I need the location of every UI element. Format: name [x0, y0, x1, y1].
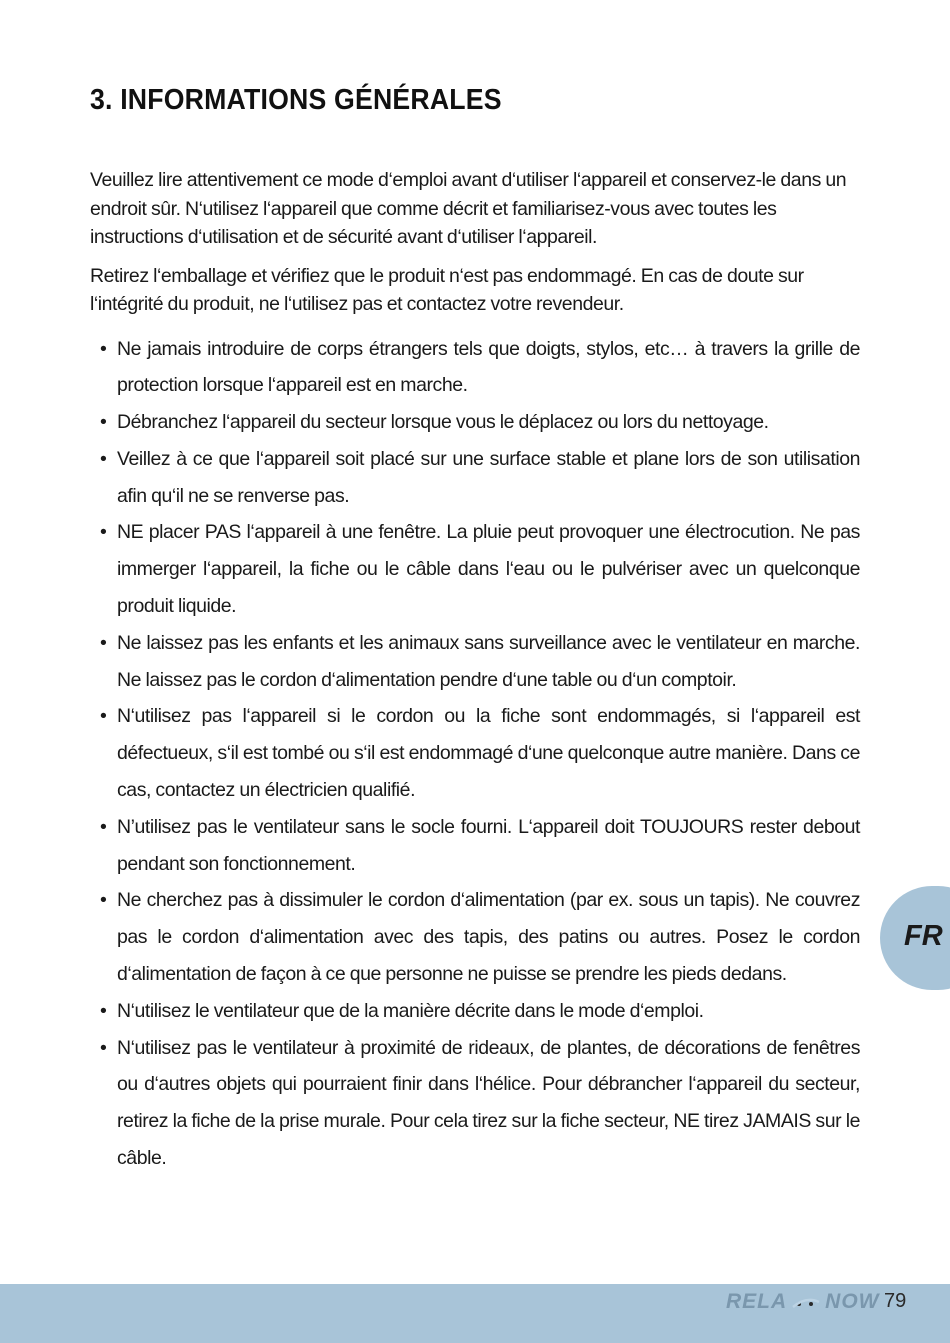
list-item — [90, 441, 860, 515]
list-item — [90, 698, 860, 808]
list-item — [90, 331, 860, 405]
list-item — [90, 514, 860, 624]
language-tab-label: FR — [904, 920, 943, 952]
list-item-text: N‘utilisez le ventilateur que de la manière décrite dans le mode d‘emploi. — [117, 999, 704, 1022]
list-item — [90, 809, 860, 883]
bullet-icon: • — [100, 999, 107, 1022]
list-item — [90, 625, 860, 699]
document-body — [90, 166, 860, 1177]
intro-paragraph: Retirez l‘emballage et vérifiez que le produit n‘est pas endommagé. En cas de doute sur l‘intégrité du produit, ne l‘utilisez pas et contactez votre revendeur. — [90, 264, 804, 315]
intro-paragraph: Veuillez lire attentivement ce mode d‘emploi avant d‘utiliser l‘appareil et conservez-le dans un endroit sûr. N‘utilisez l‘appareil que comme décrit et familiarisez-vous avec toutes les instructions d‘utilisation et de sécurité avant d‘utiliser l‘appareil. — [90, 169, 847, 248]
list-item — [90, 404, 860, 441]
bullet-icon: • — [100, 521, 107, 544]
list-item-text: N‘utilisez pas le ventilateur à proximité de rideaux, de plantes, de décorations de fenêtres ou d‘autres objets qui pourraient finir dans l‘hélice. Pour débrancher l‘appareil du secteur, retirez la fiche de la prise murale. Pour cela tirez sur la fiche secteur, NE tirez JAMAIS sur le câble. — [117, 1036, 860, 1170]
brand-logo-left: RELA — [726, 1290, 788, 1313]
bullet-icon: • — [100, 411, 107, 434]
list-item-text: Ne laissez pas les enfants et les animaux sans surveillance avec le ventilateur en marche. Ne laissez pas le cordon d‘alimentation pendre d‘une table ou d‘un comptoir. — [117, 631, 860, 691]
bullet-icon: • — [100, 447, 107, 470]
brand-logo — [726, 1290, 880, 1314]
bullet-icon: • — [100, 631, 107, 654]
list-item — [90, 993, 860, 1030]
brand-swirl-icon — [791, 1292, 821, 1312]
list-item — [90, 1030, 860, 1177]
brand-logo-right: NOW — [825, 1290, 880, 1313]
bullet-icon: • — [100, 705, 107, 728]
bullet-icon: • — [100, 337, 107, 360]
list-item-text: Veillez à ce que l‘appareil soit placé sur une surface stable et plane lors de son utilisation afin qu‘il ne se renverse pas. — [117, 447, 860, 507]
list-item-text: Ne cherchez pas à dissimuler le cordon d‘alimentation (par ex. sous un tapis). Ne couvrez pas le cordon d‘alimentation avec des tapis, des patins ou autres. Posez le cordon d‘alimentation de façon à ce que personne ne puisse se prendre les pieds dedans. — [117, 889, 860, 986]
bullet-icon: • — [100, 1036, 107, 1059]
list-item-text: N’utilisez pas le ventilateur sans le socle fourni. L‘appareil doit TOUJOURS rester debout pendant son fonctionnement. — [117, 815, 860, 875]
safety-instructions-list — [90, 331, 860, 1177]
list-item — [90, 882, 860, 992]
bullet-icon: • — [100, 889, 107, 912]
page-number: 79 — [884, 1290, 907, 1312]
page-title: 3. INFORMATIONS GÉNÉRALES — [90, 84, 502, 116]
list-item-text: Ne jamais introduire de corps étrangers tels que doigts, stylos, etc… à travers la grille de protection lorsque l‘appareil est en marche. — [117, 337, 860, 397]
bullet-icon: • — [100, 815, 107, 838]
list-item-text: Débranchez l‘appareil du secteur lorsque vous le déplacez ou lors du nettoyage. — [117, 411, 769, 434]
list-item-text: NE placer PAS l‘appareil à une fenêtre. La pluie peut provoquer une électrocution. Ne pas immerger l‘appareil, la fiche ou le câble dans l‘eau ou le pulvériser avec un quelconque produit liquide. — [117, 521, 860, 618]
list-item-text: N‘utilisez pas l‘appareil si le cordon ou la fiche sont endommagés, si l‘appareil est défectueux, s‘il est tombé ou s‘il est endommagé d‘une quelconque autre manière. Dans ce cas, contactez un électricien qualifié. — [117, 705, 860, 802]
